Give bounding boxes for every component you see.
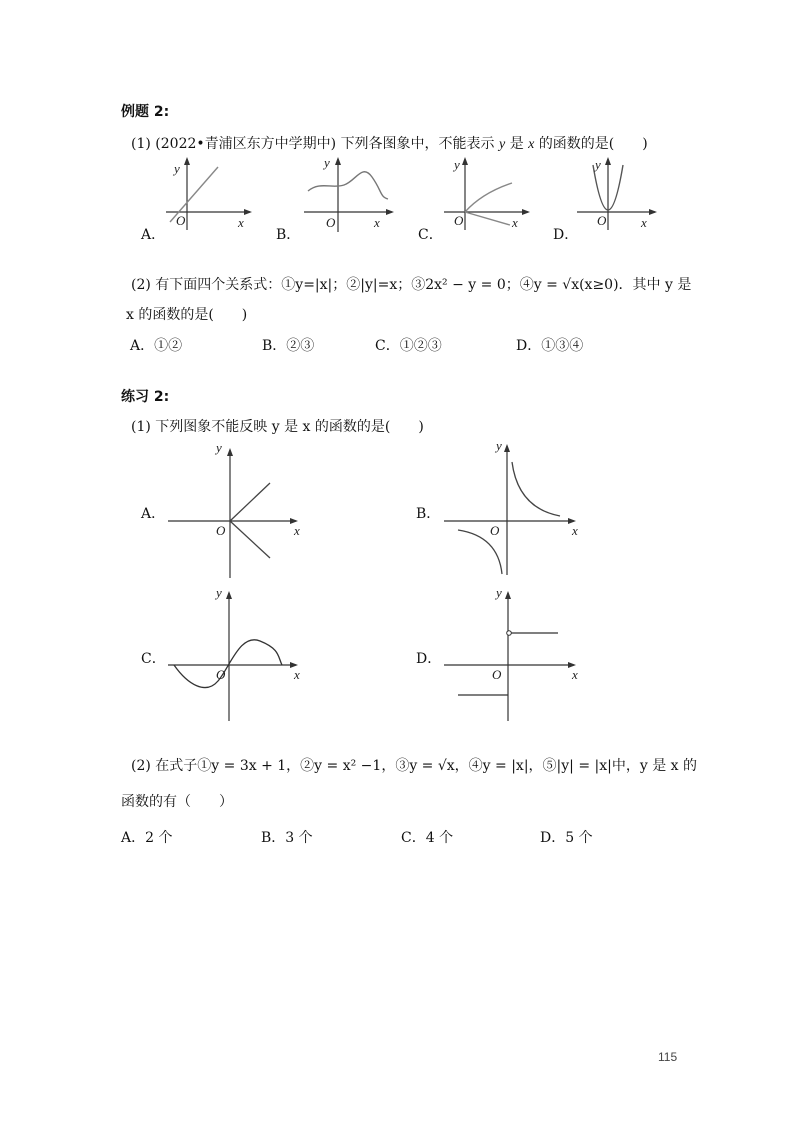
q1-text-mid: 是 xyxy=(509,136,524,152)
ex-a-y-label: y xyxy=(174,161,180,176)
p-a-x-label: x xyxy=(294,523,300,538)
p-option-d[interactable]: D． xyxy=(416,651,442,667)
ex-b-origin: O xyxy=(326,215,336,230)
q1-var-y: y xyxy=(499,137,506,152)
p-option-b[interactable]: B． xyxy=(416,506,441,522)
p-q2-option-c[interactable]: C．4 个 xyxy=(401,830,454,846)
p-graph-d xyxy=(440,585,590,725)
ex-a-x-label: x xyxy=(238,215,244,230)
q1-source: (2022•青浦区东方中学期中) xyxy=(155,136,337,152)
ex-d-y-label: y xyxy=(595,157,601,172)
ex-graph-a xyxy=(160,155,260,235)
p-graph-a xyxy=(160,440,310,580)
ex-c-origin: O xyxy=(454,213,464,228)
ex-d-x-label: x xyxy=(641,215,647,230)
p-b-origin: O xyxy=(490,523,500,538)
q2-text-1: 有下面四个关系式：①y=|x|；②|y|=x；③2x² − y = 0；④y = √x(x≥0)．其中 y 是 xyxy=(155,277,692,293)
p-a-y-label: y xyxy=(216,440,222,455)
ex-graph-b xyxy=(300,155,400,235)
ex-graph-d xyxy=(575,155,675,235)
ex-graph-c xyxy=(442,155,542,235)
practice-heading: 练习 2: xyxy=(121,389,170,405)
q2-number: (2) xyxy=(131,277,151,293)
example-q1-stem xyxy=(131,133,648,153)
p-q1-text: 下列图象不能反映 y 是 x 的函数的是( ) xyxy=(155,419,424,435)
p-q1-number: (1) xyxy=(131,419,151,435)
ex-q2-option-d[interactable]: D．①③④ xyxy=(516,338,584,354)
p-d-origin: O xyxy=(492,667,502,682)
p-c-x-label: x xyxy=(294,667,300,682)
p-option-a[interactable]: A． xyxy=(141,506,166,522)
p-c-origin: O xyxy=(216,667,226,682)
ex-c-x-label: x xyxy=(512,215,518,230)
p-d-x-label: x xyxy=(572,667,578,682)
q1-var-x: x xyxy=(528,137,535,152)
ex-b-x-label: x xyxy=(374,215,380,230)
ex-option-b[interactable]: B． xyxy=(276,227,301,243)
ex-d-origin: O xyxy=(597,213,607,228)
p-b-x-label: x xyxy=(572,523,578,538)
ex-option-c[interactable]: C． xyxy=(418,227,443,243)
ex-a-origin: O xyxy=(176,213,186,228)
p-q2-number: (2) xyxy=(131,758,151,774)
p-q2-option-b[interactable]: B．3 个 xyxy=(261,830,313,846)
practice-q2-line2: 函数的有（ ） xyxy=(121,794,233,810)
ex-b-y-label: y xyxy=(324,155,330,170)
ex-option-d[interactable]: D． xyxy=(553,227,579,243)
p-q2-text-1: 在式子①y = 3x + 1，②y = x² −1，③y = √x，④y = |x|，⑤|y| = |x|中，y 是 x 的 xyxy=(155,758,697,774)
ex-option-a[interactable]: A． xyxy=(141,227,166,243)
q1-text-after: 的函数的是( ) xyxy=(538,136,648,152)
p-c-y-label: y xyxy=(216,585,222,600)
page-number: 115 xyxy=(658,1050,678,1064)
p-graph-b xyxy=(440,440,590,580)
q1-number: (1) xyxy=(131,136,151,152)
ex-c-y-label: y xyxy=(454,157,460,172)
ex-q2-option-b[interactable]: B．②③ xyxy=(262,338,315,354)
q1-text-before: 下列各图象中，不能表示 xyxy=(340,136,495,152)
example-q2-line2: x 的函数的是( ) xyxy=(126,307,248,323)
p-q2-option-a[interactable]: A．2 个 xyxy=(121,830,173,846)
ex-q2-option-c[interactable]: C．①②③ xyxy=(375,338,442,354)
p-d-y-label: y xyxy=(496,585,502,600)
p-q2-option-d[interactable]: D．5 个 xyxy=(540,830,593,846)
example-q2-line1 xyxy=(131,274,691,294)
practice-q2-line1 xyxy=(131,755,697,775)
p-graph-c xyxy=(160,585,310,725)
practice-q1-stem xyxy=(131,416,424,436)
p-a-origin: O xyxy=(216,523,226,538)
p-option-c[interactable]: C． xyxy=(141,651,166,667)
p-b-y-label: y xyxy=(496,438,502,453)
example-heading: 例题 2: xyxy=(121,104,170,120)
ex-q2-option-a[interactable]: A．①② xyxy=(130,338,183,354)
